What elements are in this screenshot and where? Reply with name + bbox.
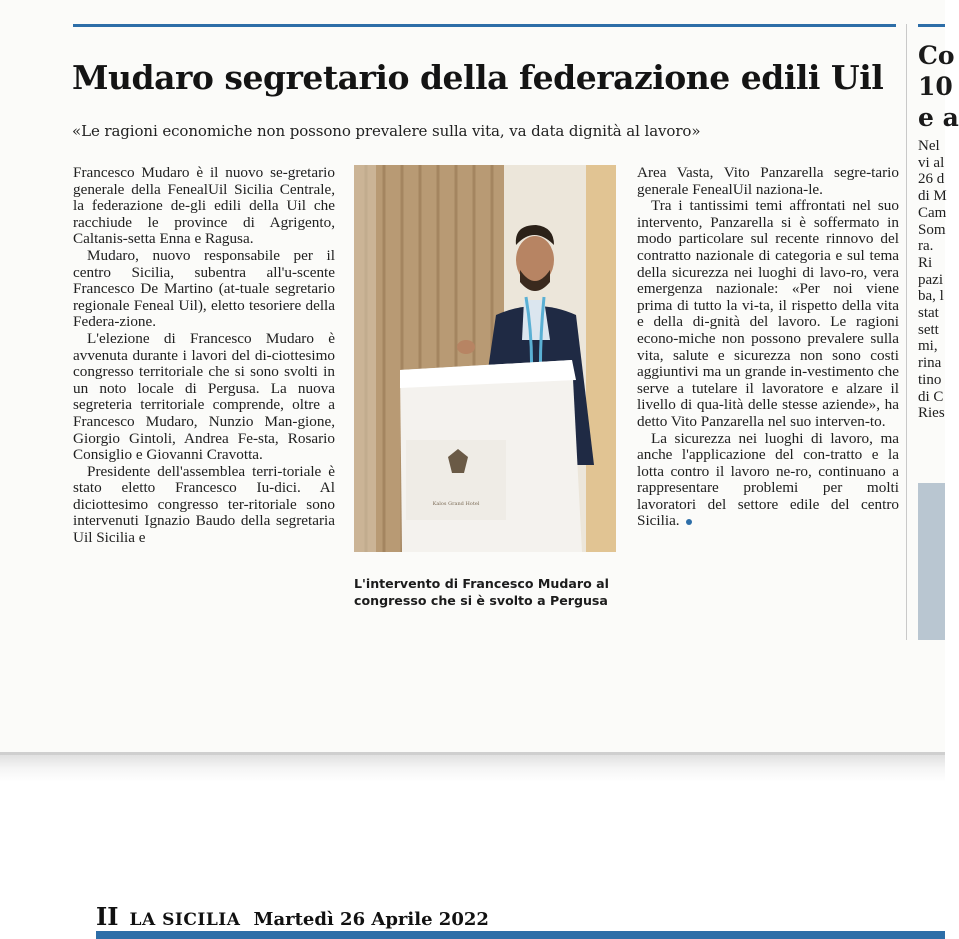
side-photo [918,483,945,640]
newspaper-name: LA SICILIA [129,910,241,930]
paragraph: Area Vasta, Vito Panzarella segre-tario generale FenealUil naziona-le. [637,164,899,198]
side-headline-line: 10 [918,72,953,101]
side-line: stat [918,305,939,322]
publication-date: Martedì 26 Aprile 2022 [253,909,489,930]
page-fold-line [0,752,945,755]
side-line: pazi [918,271,943,288]
side-line: tino [918,371,942,388]
side-line: vi al [918,154,945,171]
side-line: mi, [918,338,938,355]
top-rule [73,24,896,27]
side-line: rina [918,355,942,372]
side-line: 26 d [918,171,945,188]
paragraph-text: La sicurezza nei luoghi di lavoro, ma anche l'applicazione del con-tratto e la lotta contro il lavoro ne-ro, continuano a rappresentare problemi per molti lavoratori del settore edile del centro Sicilia. [637,429,899,530]
page-fold-shadow [0,752,945,782]
paragraph: Tra i tantissimi temi affrontati nel suo intervento, Panzarella si è soffermato in modo particolare sul recente rinnovo del contratto nazionale di categoria e sul tema della sicurezza nei luoghi di lavo-ro, vera emergenza nazionale: «Per noi viene prima di tutto la vi-ta, il rispetto della vita e della di-gnità del lavoro. Le ragioni econo-miche non possono prevalere sulla vita, salute e sicurezza non sono costi aggiuntivi ma un grande in-vestimento che serve a tutelare il lavoratore e alzare il livello di qua-lità delle stesse aziende», ha detto Vito Panzarella nel suo interven-to. [637,197,899,430]
article-subheadline: «Le ragioni economiche non possono prevalere sulla vita, va data dignità al lavoro» [72,122,701,140]
article-column-3 [637,165,899,530]
side-body [918,138,945,422]
side-headline-line: Co [918,41,955,70]
end-mark-icon [686,519,692,525]
article-column-1 [73,165,335,547]
page-number: II [96,902,119,931]
side-headline-line: e a [918,103,959,132]
article-photo [354,165,616,552]
side-line: Som [918,221,946,238]
side-line: Nel [918,138,940,154]
side-line: di C [918,388,944,405]
side-line: Cam [918,204,947,221]
side-line: Ri [918,254,933,271]
paragraph-last [637,431,899,531]
top-rule-right [918,24,945,27]
podium-logo-text: Kalos Grand Hotel [432,501,480,507]
paragraph: Mudaro, nuovo responsabile per il centro Sicilia, subentra all'u-scente Francesco De Martino (at-tuale segretario regionale Feneal Uil), eletto tesoriere della Federa-zione. [73,246,335,331]
bottom-rule [96,931,945,939]
side-line: Ries [918,405,945,422]
column-divider [906,24,907,640]
side-line: di M [918,188,947,205]
side-line: ba, l [918,288,944,305]
paragraph: L'elezione di Francesco Mudaro è avvenuta durante i lavori del di-ciottesimo congresso territoriale che si sono svolti in un noto locale di Pergusa. La nuova segreteria territoriale comprende, oltre a Francesco Mudaro, Nunzio Man-gione, Giorgio Gintoli, Andrea Fe-sta, Rosario Consiglio e Giovanni Cravotta. [73,329,335,464]
article-headline: Mudaro segretario della federazione edili Uil [72,58,884,97]
side-line: sett [918,321,939,338]
paragraph: Francesco Mudaro è il nuovo se-gretario generale della FenealUil Sicilia Centrale, la federazione de-gli edili della Uil che racchiude le province di Agrigento, Caltanis-setta Enna e Ragusa. [73,164,335,248]
side-line: ra. [918,238,934,255]
paragraph: Presidente dell'assemblea terri-toriale è stato eletto Francesco Iu-dici. Al diciottesimo congresso ter-ritoriale sono intervenuti Ignazio Baudo della segretaria Uil Sicilia e [73,462,335,547]
page-footer [96,902,489,931]
photo-caption: L'intervento di Francesco Mudaro al congresso che si è svolto a Pergusa [354,576,609,608]
side-article-cropped [918,40,959,640]
side-headline [918,40,959,133]
